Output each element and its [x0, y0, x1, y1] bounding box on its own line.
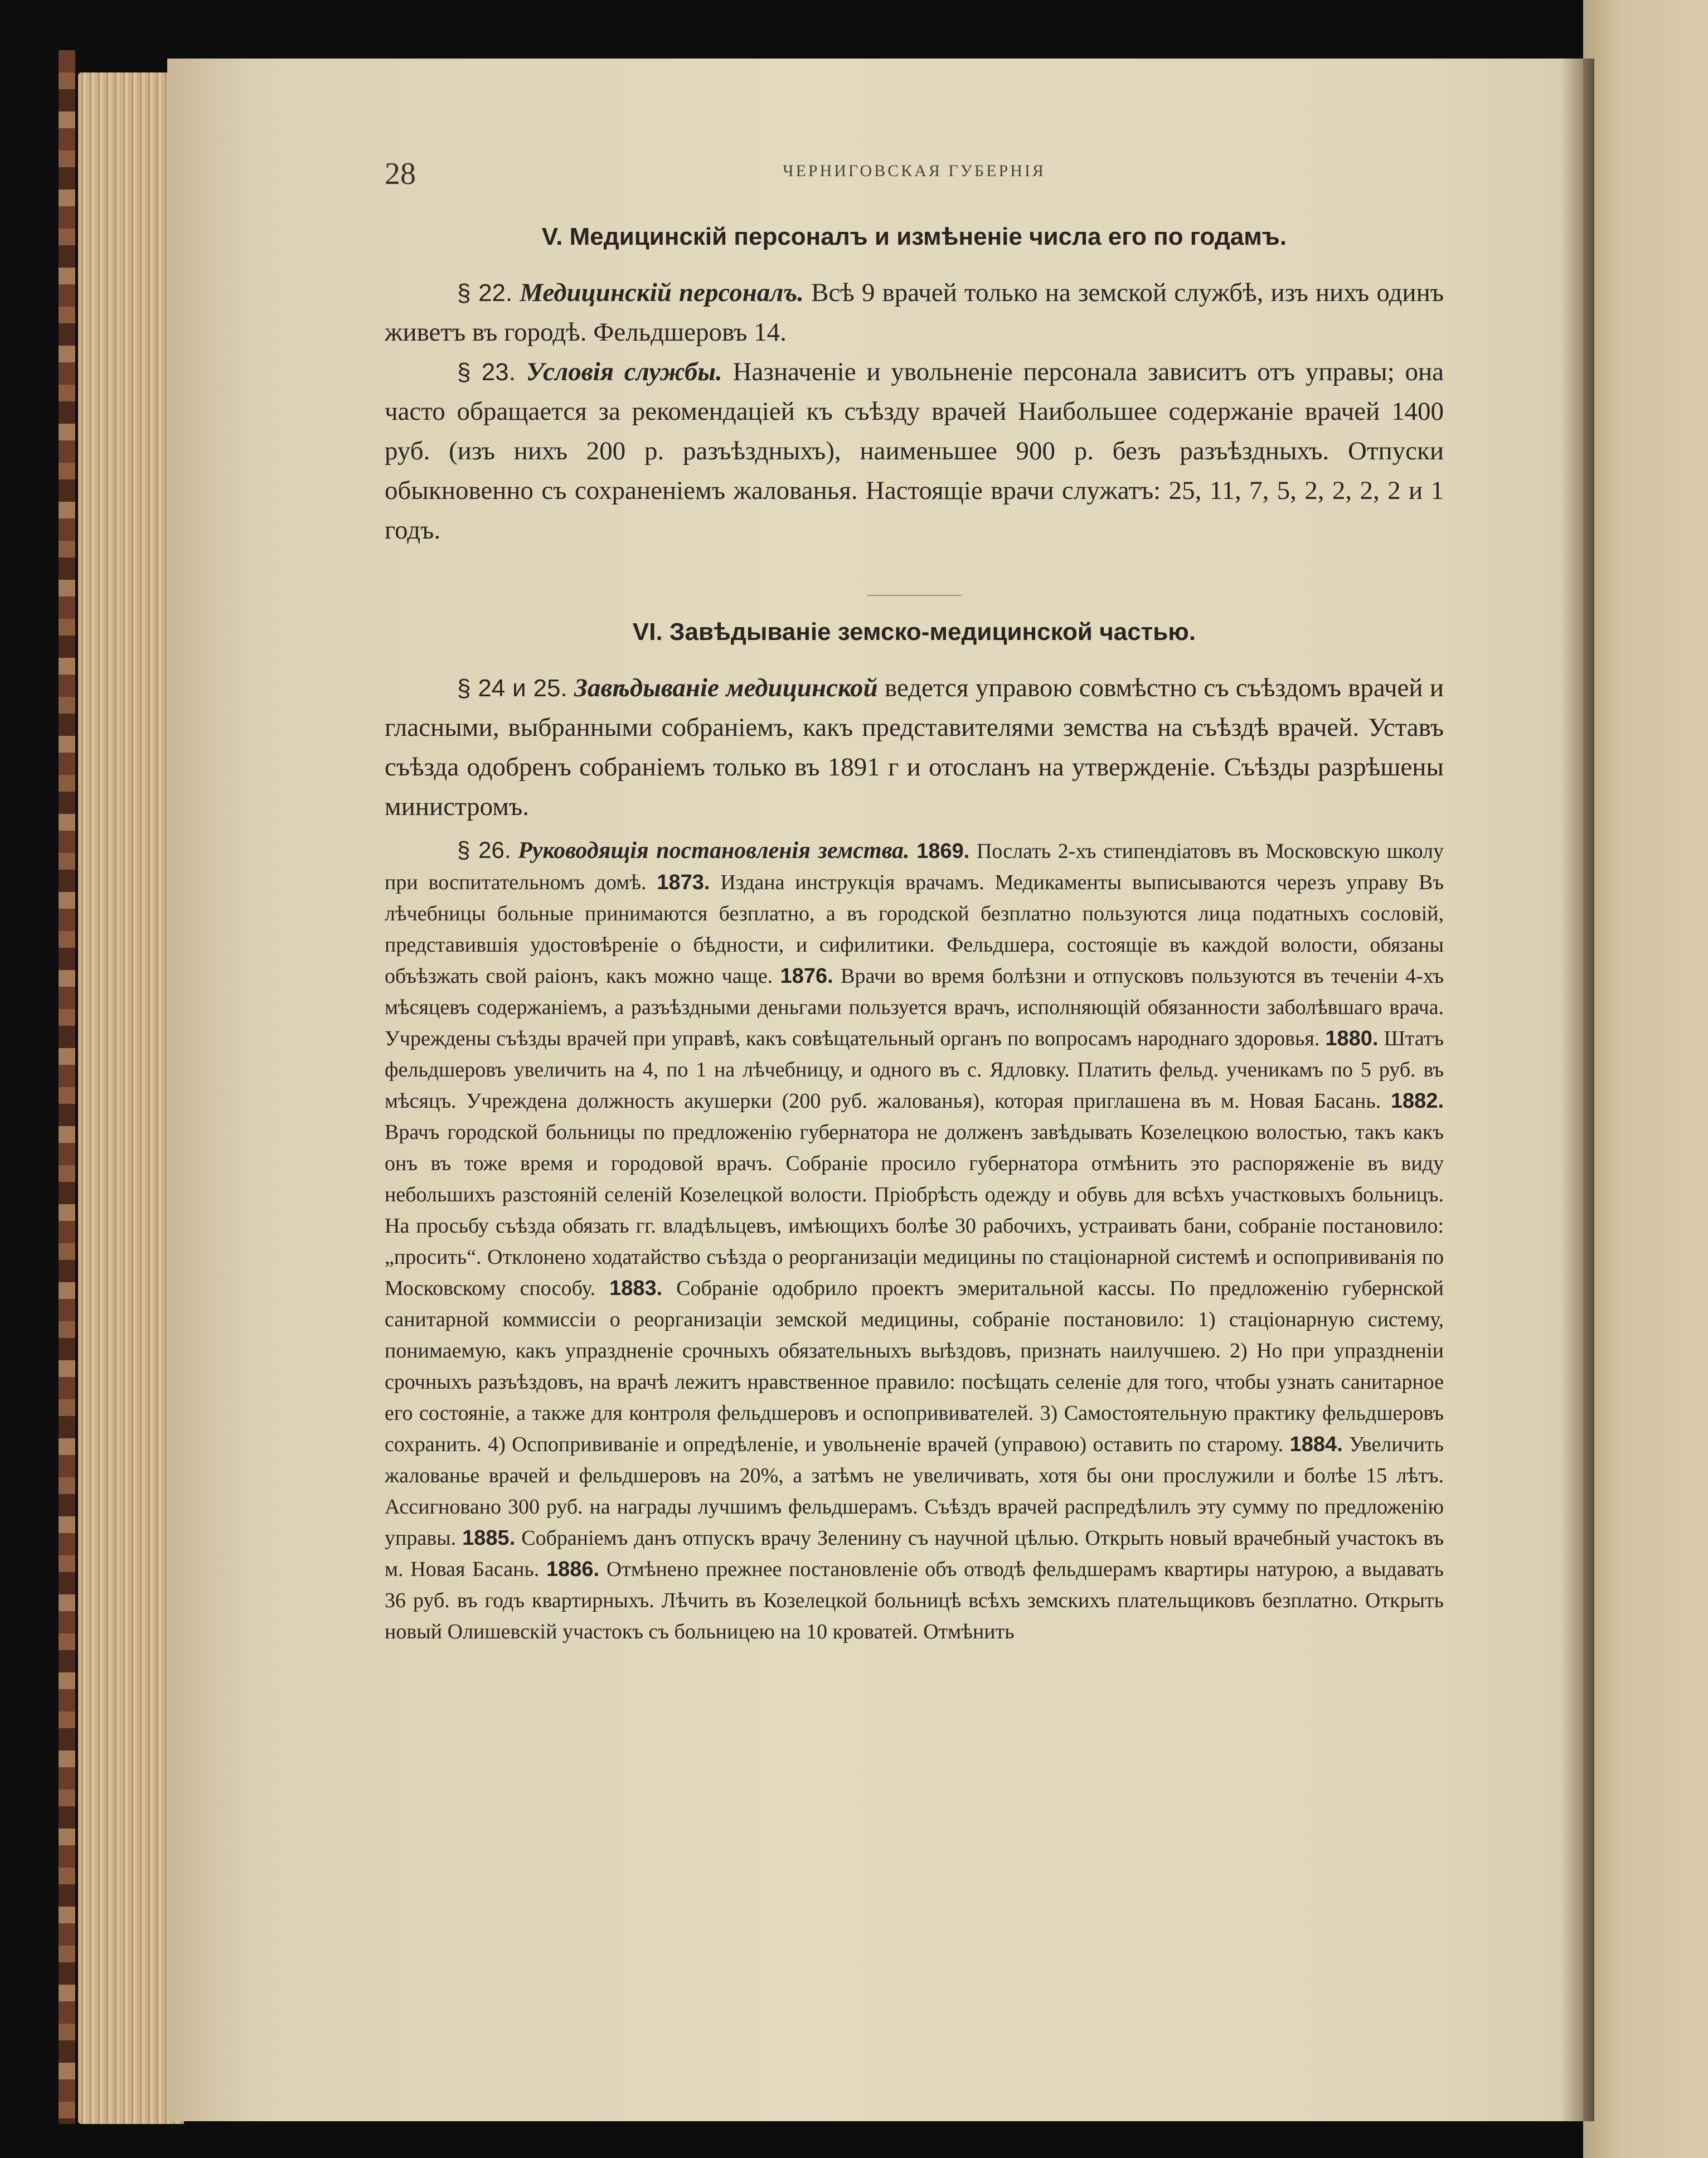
year-1869: 1869.	[916, 840, 970, 863]
paragraph-26	[385, 835, 1444, 1647]
running-title: ЧЕРНИГОВСКАЯ ГУБЕРНIЯ	[783, 162, 1046, 180]
section-divider	[867, 595, 962, 596]
section-number: § 23.	[457, 358, 516, 386]
entry-text: Штатъ фельдшеровъ увеличить на 4, по 1 на лѣчебницу, и одного въ с. Ядловку. Платить фельд. ученикамъ по 5 руб. въ мѣсяцъ. Учреждена должность акушерки (200 руб. жалованья), которая приглашена въ м. Новая Басань.	[385, 1027, 1444, 1113]
paragraph-heading: Завѣдыванiе медицинской	[574, 673, 878, 702]
paragraph-23	[385, 352, 1444, 550]
year-1880: 1880.	[1325, 1027, 1379, 1050]
year-1882: 1882.	[1390, 1089, 1444, 1113]
section-title-vi: VI. Завѣдыванiе земско-медицинской частью.	[632, 618, 1196, 646]
year-1873: 1873.	[657, 871, 710, 894]
paragraph-text: Всѣ 9 врачей только на земской службѣ, изъ нихъ одинъ живетъ въ городѣ. Фельдшеровъ 14.	[385, 278, 1444, 347]
entry-text: Увеличить жалованье врачей и фельдшеровъ на 20%, а затѣмъ не увеличивать, хотя бы они прослужили и болѣе 15 лѣтъ. Ассигновано 300 руб. на награды лучшимъ фельдшерамъ. Съѣздъ врачей распредѣлилъ эту сумму по предложенiю управы.	[385, 1433, 1444, 1550]
paragraph-22	[385, 273, 1444, 352]
year-1884: 1884.	[1289, 1433, 1343, 1456]
section-number: § 26.	[457, 837, 511, 863]
paragraph-heading: Медицинскiй персоналъ.	[520, 278, 804, 307]
paragraph-text: ведется управою совмѣстно съ съѣздомъ врачей и гласными, выбранными собранiемъ, какъ представителями земства на съѣздѣ врачей. Уставъ съѣзда одобренъ собранiемъ только въ 1891 г и отосланъ на утвержденiе. Съѣзды разрѣшены министромъ.	[385, 673, 1444, 821]
section-number: § 24 и 25.	[457, 675, 567, 702]
entry-text: Отмѣнено прежнее постановленiе объ отводѣ фельдшерамъ квартиры натурою, а выдавать 36 руб. въ годъ квартирныхъ. Лѣчить въ Козелецкой больницѣ всѣхъ земскихъ плательщиковъ безплатно. Открыть новый Олишевскiй участокъ съ больницею на 10 кроватей. Отмѣнить	[385, 1558, 1444, 1643]
section-title-v: V. Медицинскiй персоналъ и измѣненiе числа его по годамъ.	[541, 223, 1287, 250]
book-spine	[59, 50, 75, 2124]
entry-text: Издана инструкцiя врачамъ. Медикаменты выписываются черезъ управу Въ лѣчебницы больные принимаются безплатно, а въ городской безплатно пользуются лица податныхъ сословiй, представившiя удостовѣренiе о бѣдности, и сифилитики. Фельдшера, состоящiе въ каждой волости, обязаны объѣзжать свой раiонъ, какъ можно чаще.	[385, 871, 1444, 988]
entry-text: Врачъ городской больницы по предложенiю губернатора не долженъ завѣдывать Козелецкою волостью, такъ какъ онъ въ тоже время и городовой врачъ. Собранiе просило губернатора отмѣнить это распоряженiе въ виду небольшихъ разстоянiй селенiй Козелецкой волости. Прiобрѣсть одежду и обувь для всѣхъ участковыхъ больницъ. На просьбу съѣзда обязать гг. владѣльцевъ, имѣющихъ болѣе 30 рабочихъ, устраивать бани, собранiе постановило: „просить“. Отклонено ходатайство съѣзда о реорганизацiи медицины по стацiонарной системѣ и оспопрививанiя по Московскому способу.	[385, 1121, 1444, 1300]
paragraph-heading: Руководящiя постановленiя земства.	[518, 838, 910, 864]
paragraph-24-25	[385, 668, 1444, 827]
entry-text: Собранiемъ данъ отпускъ врачу Зеленину съ научной цѣлью. Открыть новый врачебный участокъ въ м. Новая Басань.	[385, 1526, 1444, 1581]
entry-text: Собранiе одобрило проектъ эмеритальной кассы. По предложенiю губернской санитарной коммиссiи о реорганизацiи земской медицины, собранiе постановило: 1) стацiонарную систему, понимаемую, какъ упраздненiе срочныхъ обязательныхъ выѣздовъ, признать наилучшею. 2) Но при упраздненiи срочныхъ разъѣздовъ, на врачѣ лежитъ нравственное правило: посѣщать селенiе для того, чтобы узнать санитарное его состоянiе, а также для контроля фельдшеровъ и оспопрививателей. 3) Самостоятельную практику фельдшеровъ сохранить. 4) Оспопрививанiе и опредѣленiе, и увольненiе врачей (управою) оставить по старому.	[385, 1277, 1444, 1456]
section-number: § 22.	[457, 279, 513, 307]
gutter-shadow	[1561, 59, 1594, 2121]
page-content	[385, 156, 1444, 1647]
facing-page-edge	[1583, 0, 1708, 2158]
running-head	[385, 156, 1444, 201]
entry-text: Послать 2-хъ стипендiатовъ въ Московскую школу при воспитательномъ домѣ.	[385, 840, 1444, 894]
paragraph-text: Назначенiе и увольненiе персонала зависитъ отъ управы; она часто обращается за рекомендацiей къ съѣзду врачей Наибольшее содержанiе врачей 1400 руб. (изъ нихъ 200 р. разъѣздныхъ), наименьшее 900 р. безъ разъѣздныхъ. Отпуски обыкновенно съ сохраненiемъ жалованья. Настоящiе врачи служатъ: 25, 11, 7, 5, 2, 2, 2, 2 и 1 годъ.	[385, 357, 1444, 545]
entry-text: Врачи во время болѣзни и отпусковъ пользуются въ теченiи 4-хъ мѣсяцевъ содержанiемъ, а разъѣздными деньгами пользуется врачъ, исполняющiй обязанности заболѣвшаго врача. Учреждены съѣзды врачей при управѣ, какъ совѣщательный органъ по вопросамъ народнаго здоровья.	[385, 964, 1444, 1050]
year-1876: 1876.	[780, 964, 833, 988]
year-1883: 1883.	[609, 1277, 663, 1300]
page-number: 28	[385, 157, 416, 191]
year-1886: 1886.	[546, 1558, 600, 1581]
paragraph-heading: Условiя службы.	[526, 357, 722, 386]
year-1885: 1885.	[462, 1526, 516, 1550]
